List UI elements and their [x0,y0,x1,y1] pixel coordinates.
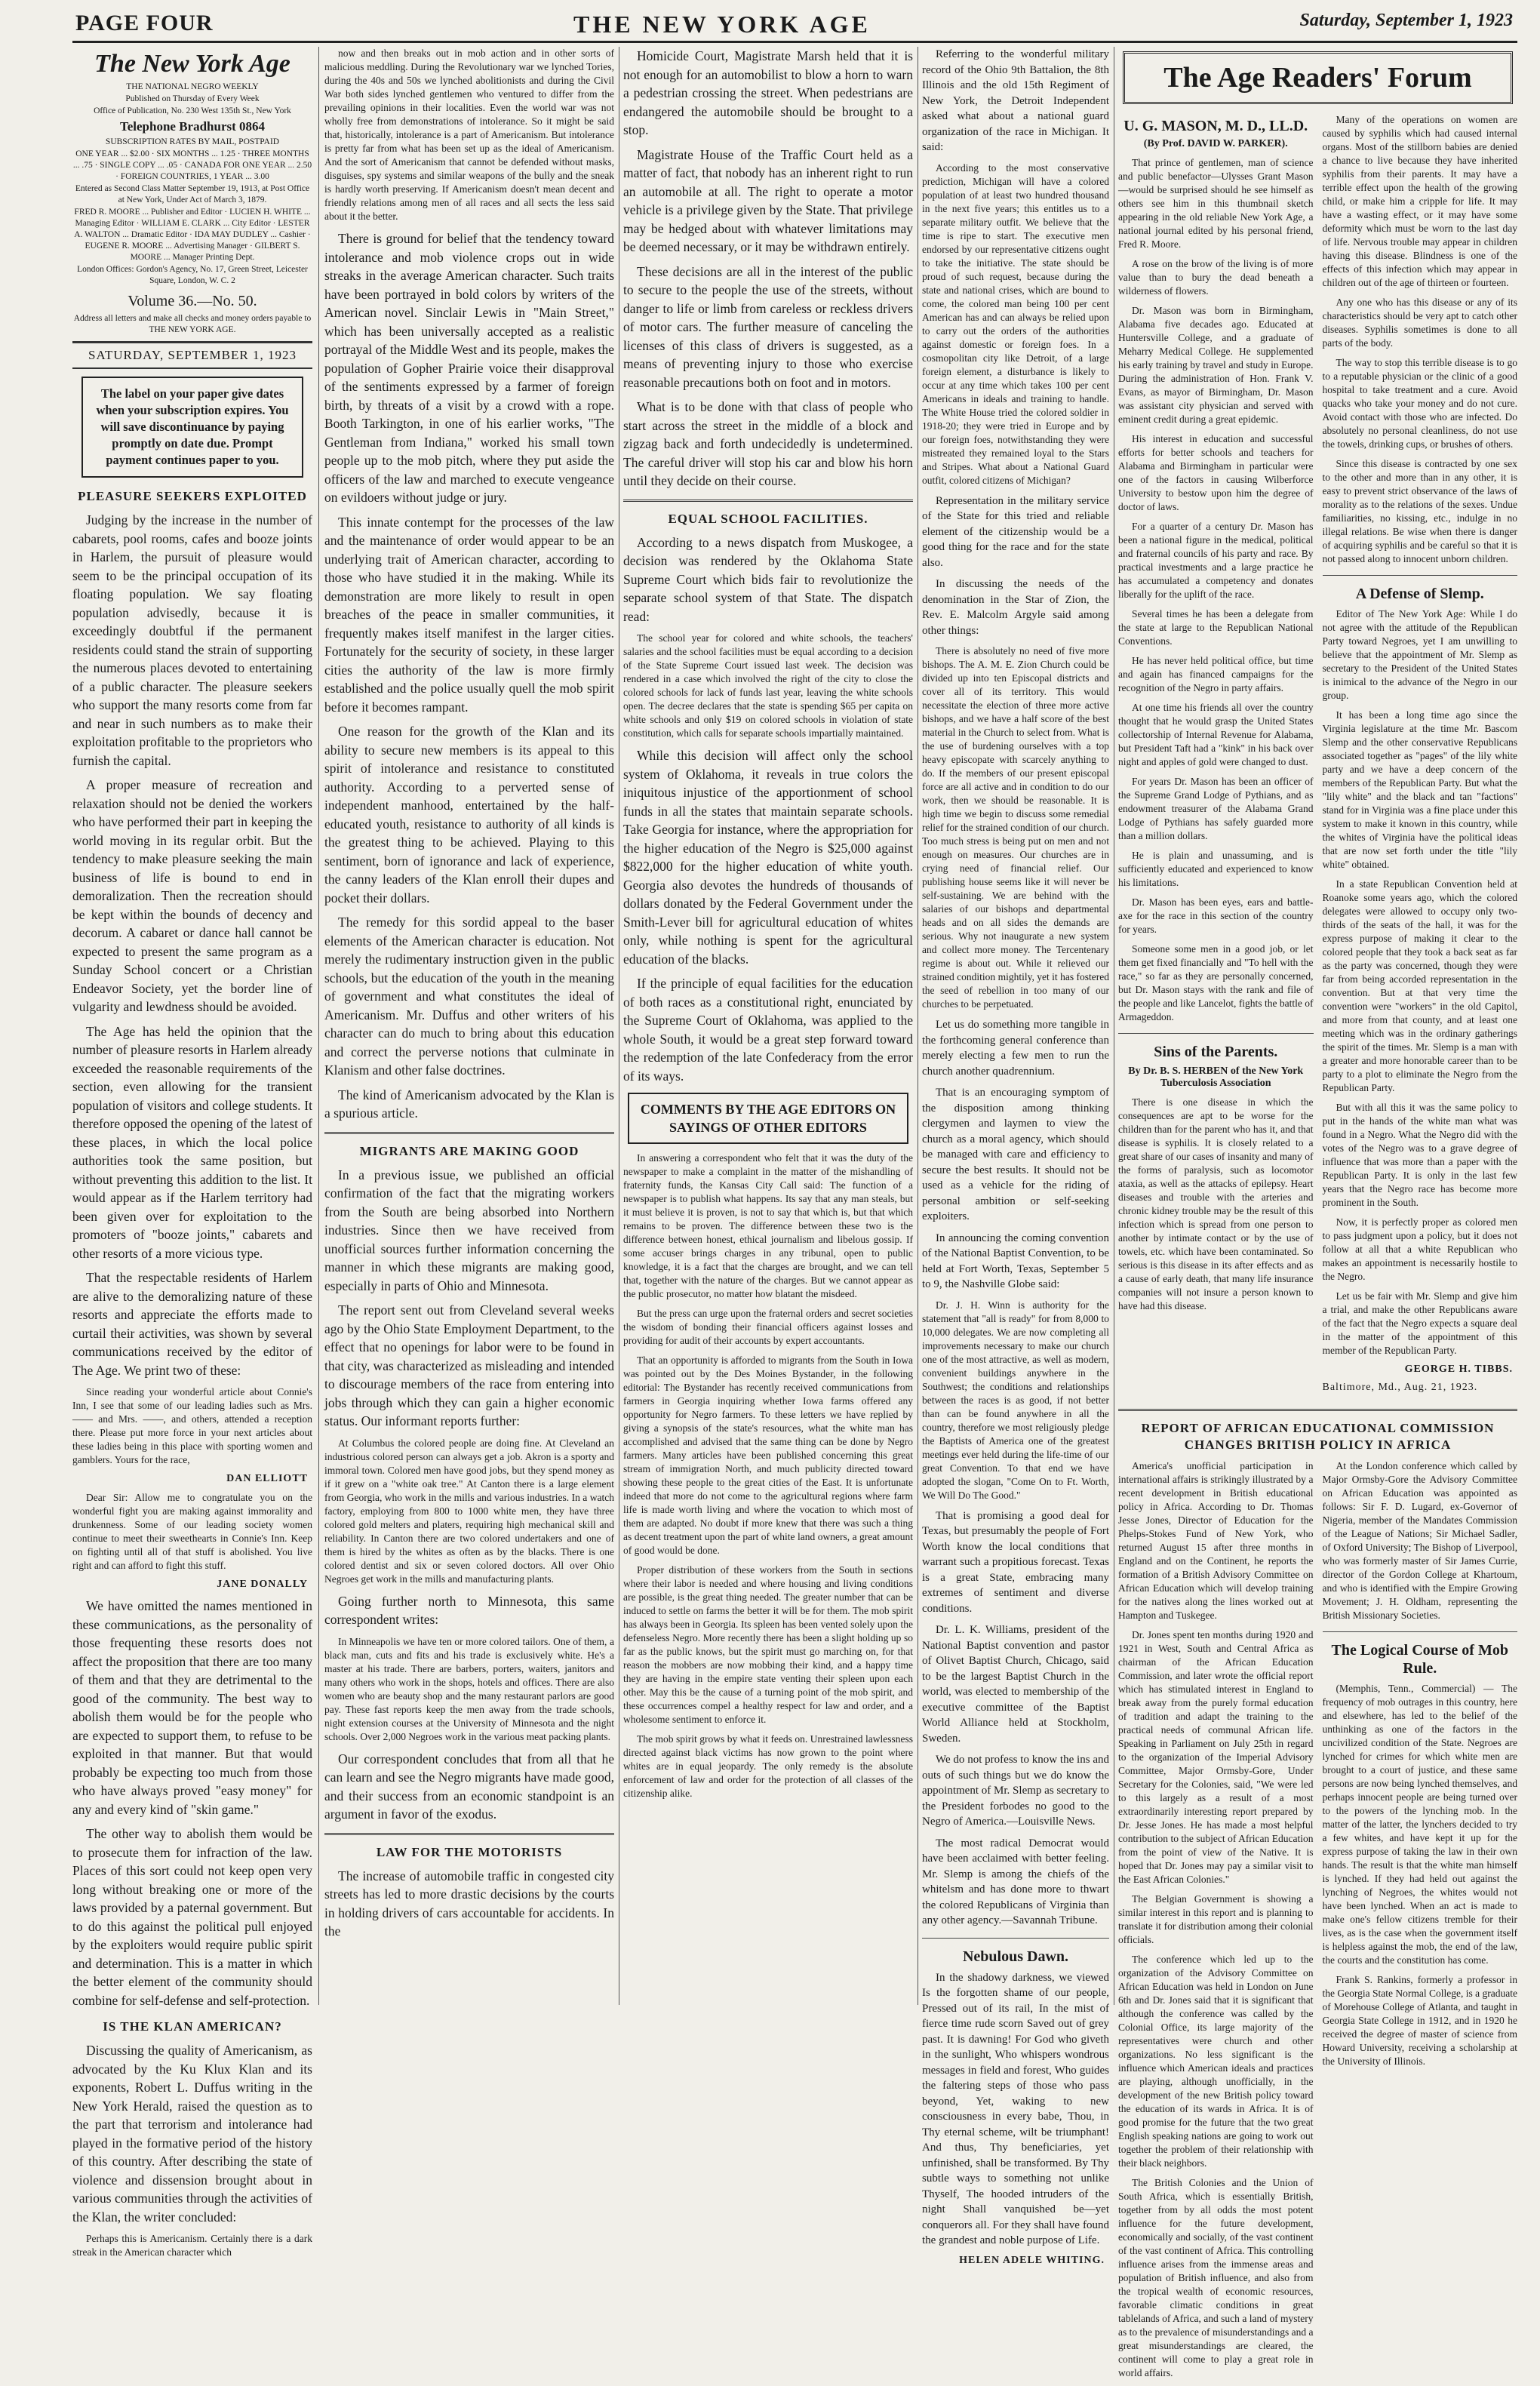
quoted-text: But the press can urge upon the fraternal orders and secret societies the wisdom of bonding their financial officers against losses and providing for audit of their accounts by expert accountants. [623,1308,913,1346]
subscription-header: SUBSCRIPTION RATES BY MAIL, POSTPAID [105,137,280,146]
letter-text: Now, it is perfectly proper as colored men to pass judgment upon a policy, but it does not follow at all that a white Republican who makes an appointment is necessarily hostile to the Negro. [1322,1216,1517,1282]
letter-text: Let us be fair with Mr. Slemp and give him a trial, and make the other Republicans aware of the fact that the Negro expects a square deal in the matter of the appointment of this member of the Republican Party. [1322,1290,1517,1356]
headline-defense-of-slemp: A Defense of Slemp. [1355,586,1484,602]
letter-text: Editor of The New York Age: While I do not agree with the attitude of the Republican Party toward Negroes, yet I am unwilling to believe that the appointment of Mr. Slemp as secretary to the President of the United States is inimical to the advance of the Negro in our group. [1322,608,1517,701]
article-paragraph: The way to stop this terrible disease is to go to a reputable physician or the clinic of a good hospital to take treatment and a cure. Avoid quacks who take your money and do not cure. Avoid contact with those who are infected. Do absolutely no personal cleanliness, do not use the towels, drinking cups, or brushes of others. [1322,357,1517,450]
headline-logical-course: The Logical Course of Mob Rule. [1331,1642,1508,1677]
article-paragraph: Referring to the wonderful military record of the Ohio 9th Battalion, the 8th Illinois and the old 15th Regiment of New York, the Detroit Independent asked what about a national guard organization of the race in Michigan. It said: [922,48,1109,153]
article-paragraph: The most radical Democrat would have been acclaimed with better feeling. Mr. Slemp is among the chiefs of the whitelsm and has done more to thwart the colored Republicans of Virginia than any other agency.—Savannah Tribune. [922,1837,1109,1926]
headline-pleasure-seekers: PLEASURE SEEKERS EXPLOITED [78,489,307,503]
article-paragraph: The report sent out from Cleveland several weeks ago by the Ohio State Employment Department, to the effect that no openings for labor were to be found in that city, was characterized as misleading and intended to discourage members of the race from entering into jobs through which they can gain a higher economic status. Our informant reports further: [324,1302,614,1428]
article-paragraph: Dr. Mason has been eyes, ears and battle-axe for the race in this section of the country for years. [1118,896,1314,935]
letter-signature: GEORGE H. TIBBS. [1404,1364,1513,1375]
article-paragraph: Since this disease is contracted by one sex to the other and more than in any other, it is easy to prevent strict observance of the laws of morality as to the relations of the sexes. Undue familiarities, no kissing, etc., indulge in no illegal relations. Be wise when there is danger of acquiring syphilis and be careful so that it is not passed along to innocent unborn children. [1322,458,1517,564]
section-divider [324,1833,614,1835]
quoted-text: At Columbus the colored people are doing fine. At Cleveland an industrious colored person can always get a job. Akron is a sporty and immoral town. Colored men have good jobs, but they spend money as if it grew on a "white oak tree." At Canton there is a large element from Georgia, who work in the mills and various industries. In a watch factory, employing from 800 to 1000 white men, they have three colored gold melters and platers, requiring high mechanical skill and reliability. In Canton there are two colored undertakers and one of them is hired by the whites as often as by the blacks. There is one colored dentist and six or seven colored doctors. All over Ohio Negroes get work in the mills and manufacturing plants. [324,1437,614,1585]
article-paragraph: Let us do something more tangible in the forthcoming general conference than merely electing a few men to run the church another quadrennium. [922,1019,1109,1078]
quoted-text: now and then breaks out in mob action and in other sorts of malicious meddling. During the Revolutionary war we lynched Tories, during the 40s and 50s we lynched abolitionists and during the Civil War both sides lynched gentlemen who ventured to differ from the prevailing opinions in their localities. Even the world war was not wholly free from demonstrations of intolerance. So it might be said that, historically, intolerance is a part of Americanism. But intolerance is pretty far from what has been set up as the ideal of Americanism. And the sort of Americanism that cannot be defended without masks, disguises, spy systems and similar weapons of the bully and the sneak is hardly worth preserving. If Americanism doesn't mean decent and friendly relations among men of all races and all sects the less said about it the better. [324,48,614,222]
article-paragraph: Frank S. Rankins, formerly a professor in the Georgia State Normal College, is a graduate of Morehouse College of Atlanta, and taught in Georgia State College in 1912, and in 1920 he received the degree of master of science from Howard University, receiving a scholarship at the University of Illinois. [1322,1974,1517,2067]
readers-forum-title: The Age Readers' Forum [1123,51,1513,104]
report-left [1118,1459,1314,2386]
remittance-notice: Address all letters and make all checks and money orders payable to THE NEW YORK AGE. [73,314,312,334]
masthead [72,50,312,343]
comments-box-headline: COMMENTS BY THE AGE EDITORS ON SAYINGS OF OTHER EDITORS [628,1093,908,1144]
quoted-text: The school year for colored and white schools, the teachers' salaries and the school facilities must be equal according to a decision of the State Supreme Court issued last week. The decision was rendered in a case which involved the right of the city to close the colored schools for lack of funds last year, leaving the white schools open. The decree declares that the state is spending $65 per capita on white schools and only $19 on colored schools in violation of state constitution, which calls for separate schools impartially maintained. [623,632,913,739]
article-paragraph: If the principle of equal facilities for the education of both races as a constitutional right, enunciated by the Supreme Court of Oklahoma, was applied to the whole South, it would be a great step forward toward the redemption of the late Confederacy from the error of its ways. [623,976,913,1084]
sins-byline: By Dr. B. S. HERBEN of the New York Tuberculosis Association [1128,1065,1304,1089]
poem-signature: HELEN ADELE WHITING. [959,2254,1105,2266]
headline-migrants: MIGRANTS ARE MAKING GOOD [359,1143,579,1158]
article-paragraph: The Age has held the opinion that the number of pleasure resorts in Harlem already exceeded the reasonable requirements of the section, even allowing for the transient population of visitors and college students. It therefore opposed the opening of the latest of these places, in which the local police authorities took the same position, but without preventing this addition to the list. It would appear as if the Harlem territory had been given over for exploitation to the promoters of "booze joints," cabarets and other resorts of a more vicious type. [72,1023,312,1261]
article-paragraph: A rose on the brow of the living is of more value than to bury the dead beneath a wilderness of flowers. [1118,258,1314,297]
article-paragraph: In discussing the needs of the denomination in the Star of Zion, the Rev. E. Malcolm Argyle said among other things: [922,578,1109,637]
article-paragraph: Homicide Court, Magistrate Marsh held that it is not enough for an automobilist to blow a horn to warn a pedestrian crossing the street. When pedestrians are endangered the automobile should be brought to a stop. [623,48,913,137]
letter-text: Since reading your wonderful article about Connie's Inn, I see that some of our leading ladies such as Mrs. —— and Mrs. ——, and others, attended a reception there. Please put more force in your next articles about these ladies being in this place with sporting women and gamblers. Yours for the race, [72,1386,312,1465]
quoted-text: According to the most conservative prediction, Michigan will have a colored population of at least two hundred thousand in the next five years; this entitles us to a separate military outfit. We believe that the time is ripe to start. The executive men endorsed by our representative citizens ought to take the initiative. The state should be proud of such request, because during the state and national crises, which are bound to come, the colored man being 100 per cent American has and can always be relied upon to carry out the orders of the authorities against domestic or foreign foes. In a cosmopolitan city like Detroit, of a large foreign element, a disturbance is likely to occur at any time which takes 100 per cent Americans in ideals and training to handle. The White House tried the colored soldier in 1918-20; they were tried in Europe and by our foreign foes, notwithstanding they were mistreated they remained loyal to the Stars and Stripes. What about a National Guard outfit, colored citizens of Michigan? [922,161,1109,486]
letter-text: But with all this it was the same policy to put in the hands of the white man what was found in a Negro. What the Negro did with the votes of the Negro was to a grave degree of influence that was more than a paper with the Republican Party. It is only in the last few years that the Negro race has become more prominent in the South. [1322,1102,1517,1208]
article-paragraph: One reason for the growth of the Klan and its ability to secure new members is its appeal to this spirit of intolerance and resistance to constituted authority. According to a perverted sense of independent manhood, entertained by the half-educated youth, resistance to authority of all kinds is the greatest thing to be achieved. Playing to this sentiment, born of ignorance and lack of experience, the canny leaders of the Klan enroll their dupes and pocket their dollars. [324,724,614,906]
article-paragraph: He has never held political office, but time and again has financed campaigns for the recognition of the Negro in party affairs. [1118,655,1314,693]
column-4 [922,47,1109,2266]
quoted-text: Perhaps this is Americanism. Certainly there is a dark streak in the American character which [72,2233,312,2258]
article-paragraph: Judging by the increase in the number of cabarets, pool rooms, cafes and booze joints in Harlem, the pursuit of pleasure would seem to be the principal occupation of its floating population. We say floating population advisedly, because it is exceedingly doubtful if the permanent residents could stand the strain of supporting the numerous places devoted to entertaining of a public character. The pleasure seekers who support the many resorts come from far and near in such numbers as to make their exploitation profitable to the proprietors who furnish the capital. [72,512,312,768]
article-paragraph: In a previous issue, we published an official confirmation of the fact that the migrating workers from the South are being absorbed into Northern industries. Since then we have received from unofficial sources further information concerning the manner in which these migrants are making good, especially in parts of Ohio and Minnesota. [324,1167,614,1293]
quoted-text: The mob spirit grows by what it feeds on. Unrestrained lawlessness directed against black victims has now grown to the point where whites are in equal jeopardy. The only remedy is the absolute enforcement of law and order for the protection of all classes of the citizenship alike. [623,1733,913,1799]
article-paragraph: This innate contempt for the processes of the law and the maintenance of order would appear to be an underlying trait of American character, according to those who have studied it in the making. While its demonstration are more likely to result in open breaches of the peace in smaller communities, it frequently makes itself manifest in the larger cities. Fortunately for the security of society, in these larger cities the authority of the law is more firmly established and the police usually quell the mob spirit before it becomes rampant. [324,514,614,715]
quoted-text: In Minneapolis we have ten or more colored tailors. One of them, a black man, cuts and fits and his trade is exclusively white. He's a master at his trade. There are barbers, porters, waiters, janitors and many others who work in the shops, hotels and offices. There are also women who are beauty shop and the many restaurant parlors are good pay. These fast reports keep the men away from the trade schools, night extension courses at the University of Minnesota and the night schools. Over 2,000 Negroes work in the various meat packing plants. [324,1635,614,1742]
quoted-text: In answering a correspondent who felt that it was the duty of the newspaper to make a complaint in the matter of the mishandling of fraternity funds, the Kansas City Call said: The function of a newspaper is to publish what happens. Its say that any man steals, but it must believe it is proven, is not to say that which is, but that which remains to be proven. The difference between these two is the difference between honest, ethical journalism and libelous gossip. If some accuser brings charges in any tribunal, open to public knowledge, it is a fact that the charges are brought, and we can tell that, together with the nature of the charges. But we cannot appear as the public prosecutor, no matter how blatant the misdeed. [623,1152,913,1299]
article-paragraph: Our correspondent concludes that from all that he can learn and see the Negro migrants have made good, and their success from an economic standpoint is an argument in favor of the exodus. [324,1751,614,1822]
article-paragraph: The kind of Americanism advocated by the Klan is a spurious article. [324,1087,614,1121]
article-paragraph: Dr. L. K. Williams, president of the National Baptist convention and pastor of Olivet Baptist Church, Chicago, said to be the largest Baptist Church in the world, was elected to membership of the executive committee of the Baptist World Alliance held at Stockholm, Sweden. [922,1624,1109,1745]
article-paragraph: Dr. Jones spent ten months during 1920 and 1921 in West, South and Central Africa as chairman of the African Education Commission, and later wrote the official report which has stimulated interest in England to break away from the purely formal education of tradition and adapt the training to the practical needs of communal African life. Speaking in Parliament on July 25th in regard to the organization of the Imperial Advisory Committee, Major Ormsby-Gore, Under Secretary for the Colonies, said, "We were led to this largely as a result of a most extraordinarily interesting report prepared by Dr. Jesse Jones. He has made a most helpful contribution to the subject of African Education from the point of view of the Native. It is hoped that Dr. Jones may pay a similar visit to the East African Colonies." [1118,1629,1314,1885]
section-divider [324,1132,614,1134]
entry-notice: Entered as Second Class Matter September 19, 1913, at Post Office at New York, Under Act of March 3, 1879. [75,184,310,204]
masthead-title: The New York Age [94,50,290,78]
article-paragraph: Going further north to Minnesota, this same correspondent writes: [324,1593,614,1627]
article-paragraph: Many of the operations on women are caused by syphilis which had caused internal organs. Most of the stillborn babies are denied a chance to live because they have inherited syphilis from their parents. It may have a terrible effect upon the health of the growing child, or make him a cripple for life. It may have a wasting effect, or it may have some deformity which must be worn to the last day of life. Nervous trouble may appear in children having this disease. Blindness is one of the effects of this infection which may appear in children out of the age of thirteen or fourteen. [1322,114,1517,288]
report-right [1323,1459,1518,2386]
column-5 [1118,47,1517,2378]
quoted-text: Dr. J. H. Winn is authority for the statement that "all is ready" for from 8,000 to 10,000 delegates. We are now completing all improvements necessary to make our church one of the most attractive, as well as modern, convenient buildings anywhere in the Southwest; the conditions and relationships between the races is as good, if not better than can be found anywhere in all the country, therefore we most religiously pledge the Baptists of America one of the greatest meetings ever held during the life-time of our great Convention. To that end we have adopted the slogan, "Come On to Ft. Worth, We Will Do The Good." [922,1299,1109,1501]
poem-text: In the shadowy darkness, we viewed Is the forgotten shame of our people, Pressed out of its rail, In the mist of fierce time rude scorn Saved out of grey past. It is dawning! For God who giveth in the sunlight, Who whispers wondrous messages in field and forest, Who guides the faltering steps of those who pass beyond, Yet, waking to new consciousness in every babe, Thou, in Thy eternal scheme, wilt be triumphant! And thus, Thy beneficiaries, yet unfinished, shall be transformed. By Thy subtle ways to something not unlike Thyself, The hooded intruders of the night Shall vanquished be—yet conquerors all. For they shall have found the grandest and noble purpose of Life. [922,1971,1109,2246]
article-paragraph: His interest in education and successful efforts for better schools and teachers for Alabama and Birmingham in particular were one of the factors in causing Wilberforce University to bestow upon him the degree of doctor of laws. [1118,433,1314,512]
section-divider [922,1938,1109,1939]
section-divider [1323,1631,1518,1632]
column-3 [623,47,913,2005]
article-paragraph: For a quarter of a century Dr. Mason has been a national figure in the medical, political and fraternal councils of his party and race. By practical investments and a large practice he has accumulated a competency and donates liberally for the uplift of the race. [1118,521,1314,600]
report-two-columns [1118,1459,1517,2386]
letter-text: It has been a long time ago since the Virginia legislature at the time Mr. Bascom Slemp and the other conservative Republicans associated together as "pages" of the lily white party and we have a deep concern of the members of the Republican Party. But what the "lily white" and the black and tan "factions" stand for in Virginia was a fine place under this system to make it known in this country, while the whites of Virginia have the political ideas that are now set forth under the title "lily white" obtained. [1322,709,1517,870]
article-paragraph: In announcing the coming convention of the National Baptist Convention, to be held at Fort Worth, Texas, September 5 to 9, the Nashville Globe said: [922,1231,1109,1290]
forum-two-columns [1118,113,1517,1400]
header-rule [72,41,1517,43]
article-paragraph: The British Colonies and the Union of South Africa, which is essentially British, together from by all odds the most potent influence for the future development, economically and socially, of the vast continent of the vast continent of Africa. This controlling influence arises from the immense areas and population of British influence, and also from the tropical wealth of economic resources, favorable climatic conditions in great tablelands of Africa, and such a land of mystery as to the prevalence of misunderstandings and a great misunderstandings are cleared, the continent will come to play a great role in world affairs. [1118,2177,1314,2378]
masthead-subtitle: THE NATIONAL NEGRO WEEKLY [126,82,259,91]
article-paragraph: The Belgian Government is showing a similar interest in this report and is planning to translate it for distribution among their colonial officials. [1118,1893,1314,1945]
letter-place-date: Baltimore, Md., Aug. 21, 1923. [1322,1382,1478,1393]
column-1 [72,47,312,2258]
masthead-office: Office of Publication, No. 230 West 135th St., New York [94,106,291,115]
headline-equal-schools: EQUAL SCHOOL FACILITIES. [668,511,868,526]
headline-klan-american: IS THE KLAN AMERICAN? [103,2019,282,2034]
article-paragraph: At one time his friends all over the country thought that he would grasp the United States collectorship of Internal Revenue for Alabama, but President Taft had a "kink" in his back over night and apples of gold were changed to dust. [1118,702,1314,767]
volume-number: Volume 36.—No. 50. [128,293,257,309]
article-paragraph: He is plain and unassuming, and is sufficiently educated and experienced to know his limitations. [1118,850,1314,888]
subscription-notice: The label on your paper give dates when your subscription expires. You will save discontinuance by paying promptly on date due. Prompt payment continues paper to you. [81,377,303,478]
article-paragraph: That is promising a good deal for Texas, but presumably the people of Fort Worth know the local conditions that warrant such a propitious forecast. Texas is a great State, embracing many extremes of sentiment and diverse conditions. [922,1509,1109,1615]
masthead-phone: Telephone Bradhurst 0864 [119,119,266,134]
article-paragraph: For years Dr. Mason has been an officer of the Supreme Grand Lodge of Pythians, and as endowment treasurer of the Alabama Grand Lodge of Pythians has safely guarded more than a million dollars. [1118,776,1314,841]
article-paragraph: While this decision will affect only the school system of Oklahoma, it reveals in true colors the iniquitous injustice of the apportionment of school funds in all the states that maintain separate schools. Take Georgia for instance, where the appropriation for the higher education of the Negro is $25,000 against $822,000 for the higher education of white youth. Georgia also devotes the hundreds of thousands of dollars donated by the Federal Government under the Smith-Lever bill for agricultural education of whites only, while nothing is spent for the agricultural education of the blacks. [623,748,913,967]
subscription-rates: ONE YEAR ... $2.00 · SIX MONTHS ... 1.25 · THREE MONTHS ... .75 · SINGLE COPY ... .05 · CANADA FOR ONE YEAR ... 2.50 · FOREIGN COUNTRIES, 1 YEAR ... 3.00 [72,149,312,181]
article-paragraph: Dr. Mason was born in Birmingham, Alabama five decades ago. Educated at Huntersville College, and a graduate of Meharry Medical College. He supplemented his early training by travel and study in Europe. During the administration of Hon. Frank V. Evans, as mayor of Birmingham, Dr. Mason was assistant city physician and served with eminent credit during a great epidemic. [1118,305,1314,425]
article-paragraph: Several times he has been a delegate from the state at large to the Republican National Conventions. [1118,608,1314,647]
dateline: SATURDAY, SEPTEMBER 1, 1923 [72,343,312,369]
letter-text: In a state Republican Convention held at Roanoke some years ago, which the colored delegates were allowed to occupy only two-thirds of the seats of the hall, it was for the express purpose of making it clear to the colored people that they took a back seat as far as the party was concerned, though they were far from being accorded representation in the convention. But at that very time the convention were "workers" in the old Capitol, and more from that county, and at least one meeting which was in the ordinary gatherings the spirit of the times. Mr. Slemp is a man with a greater and more honorable career than to be party to a plot to eliminate the Negro from the Republican Party. [1322,878,1517,1093]
article-paragraph: Discussing the quality of Americanism, as advocated by the Ku Klux Klan and its exponents, Robert L. Duffus writing in the New York Herald, raised the question as to the part that terrorism and intolerance had played in the formative period of the history of this country. After describing the state of violence and dissension brought about in various communities through the activities of the Klan, the writer concluded: [72,2043,312,2225]
staff-list: FRED R. MOORE ... Publisher and Editor · LUCIEN H. WHITE ... Managing Editor · WILLIAM E. CLARK ... City Editor · LESTER A. WALTON ... Dramatic Editor · IDA MAY DUDLEY ... Cashier · EUGENE R. MOORE ... Advertising Manager · GILBERT S. MOORE ... Manager Printing Dept. [74,208,311,262]
article-paragraph: (Memphis, Tenn., Commercial) — The frequency of mob outrages in this country, here and elsewhere, has led to the belief of the unthinking as one of the factors in the uncivilized condition of the State. Negroes are lynched for crimes for which white men are brought to a court of justice, and these same persons are now being lynched themselves, and perhaps innocent people are being turned over to the powers of the lynching mob. In the matter of the latter, the lynchers decided to try a few whites, and have kept it up for the express purpose of taking the law in their own hands. The result is that the white man himself is lynched. If they had held out against the lynching of Negroes, the whites would not have been lynched. When an act is made to make one's fellow citizens tremble for their lives, as is the case when the government itself is helpless against the mob, the end of the law, the courts and the constitution has come. [1322,1683,1517,1966]
article-paragraph: What is to be done with that class of people who start across the street in the middle of a block and zigzag back and forth undecidedly is undetermined. The careful driver will stop his car and blow his horn until they decide on their course. [623,399,913,488]
forum-right [1323,113,1518,1400]
article-paragraph: That is an encouraging symptom of the disposition among thinking clergymen and laymen to view the church as a moral agency, which should be managed with care and efficiency to secure the best results. It should not be used as a vehicle for the riding of personal ambition or self-seeking exploiters. [922,1087,1109,1222]
paper-name: THE NEW YORK AGE [573,11,871,38]
article-paragraph: America's unofficial participation in international affairs is strikingly illustrated by a recent development in British educational policy in Africa. According to Dr. Thomas Jesse Jones, Director of Education for the Phelps-Stokes Fund of New York, who returned August 15 after three months in England and on the Continent, he reports the formation of a British Advisory Committee on African Education which will develop training for the natives along the lines worked out at Hampton and Tuskegee. [1118,1460,1314,1621]
masthead-published: Published on Thursday of Every Week [125,94,260,103]
article-paragraph: That prince of gentlemen, man of science and public benefactor—Ulysses Grant Mason—would be surprised should he see himself as others see him in this thumbnail sketch appearing in the old reliable New York Age, a national journal edited by his personal friend, Fred R. Moore. [1118,157,1314,250]
headline-african-commission: REPORT OF AFRICAN EDUCATIONAL COMMISSION CHANGES BRITISH POLICY IN AFRICA [1141,1421,1495,1452]
article-paragraph: There is one disease in which the consequences are apt to be worse for the children than for the parent who has it, and that disease is syphilis. It is closely related to a great share of our cases of insanity and many of the forms of paralysis, such as locomotor ataxia, as well as the attacks of epilepsy. Heart diseases and trouble with the arteries and chronic kidney trouble may be the result of this infection which is spread from one person to another by intimate contact or by the use of towels, etc. which have been contaminated. So serious is this disease in its after effects and as a cause of early death, that many life insurance companies will not insure a person known to have had this disease. [1118,1096,1314,1311]
article-paragraph: There is ground for belief that the tendency toward intolerance and mob violence crops out in wide streaks in the average American character. Such traits have been portrayed in bold colors by writers of the American novel. Sinclair Lewis in "Main Street," which has been universally accepted as a realistic portrayal of the Middle West and its people, makes the population of Gopher Prairie voice their disapproval of the sentiments expressed by a farmer of foreign birth, by threats of a visit by a crowd with a rope. Booth Tarkington, in one of his earlier works, "The Gentleman from Indiana," worked his small town people up to the mob pitch, where they put aside the officers of the law and marched to execute vengeance on evildoers without judge or jury. [324,231,614,505]
letter-text: Dear Sir: Allow me to congratulate you on the wonderful fight you are making against immorality and drunkenness. Some of our leading society women continue to meet their sweethearts in Connie's Inn. Keep on fighting until all of that stuff is abolished. You live right and can afford to fight this stuff. [72,1492,312,1571]
issue-date: Saturday, September 1, 1923 [1299,11,1513,30]
forum-byline: (By Prof. DAVID W. PARKER). [1143,138,1288,149]
section-divider [1118,1409,1517,1411]
column-2 [324,47,614,2005]
section-divider [1118,1033,1314,1034]
article-paragraph: The increase of automobile traffic in congested city streets has led to more drastic decisions by the courts in holding drivers of cars accountable for accidents. In the [324,1868,614,1939]
article-paragraph: The conference which led up to the organization of the Advisory Committee on African Education was held in London on June 6th and Dr. Jones said that it is significant that although the conference was called by the Colonial Office, its large majority of the representatives were church and other organizations. No less significant is the influence which American ideals and practices are playing, although unofficially, in the development of the new British policy toward the education of its wards in Africa. It is of good promise for the future that the two great English speaking nations are going to work out together the problem of their relationship with their black neighbors. [1118,1954,1314,2169]
page-number: PAGE FOUR [75,11,214,35]
article-paragraph: We do not profess to know the ins and outs of such things but we do know the appointment of Mr. Slemp as secretary to the President forbodes no good to the Negro of America.—Louisville News. [922,1754,1109,1828]
letter-signature: DAN ELLIOTT [226,1473,308,1484]
london-offices: London Offices: Gordon's Agency, No. 17, Green Street, Leicester Square, London, W. C. 2 [77,265,308,285]
column-rule [318,47,319,2005]
article-paragraph: The other way to abolish them would be to prosecute them for infraction of the law. Places of this sort could not keep open very long without breaking one or more of the laws provided by a paternal government. But to do this against the political pull enjoyed by the exploiters would require public spirit and determination. This is a matter in which the better element of the community should combine for self-defense and self-protection. [72,1826,312,2008]
forum-left [1118,113,1314,1400]
headline-nebulous-dawn: Nebulous Dawn. [962,1948,1069,1965]
article-paragraph: These decisions are all in the interest of the public to secure to the people the use of the streets, without danger to life or limb from careless or reckless drivers of motor cars. The further measure of canceling the licenses of this class of drivers is suggested, as a means of preventing injury to those who exercise reasonable precautions both on foot and in motors. [623,263,913,390]
headline-motorists: LAW FOR THE MOTORISTS [376,1844,563,1859]
article-paragraph: A proper measure of recreation and relaxation should not be denied the workers who have performed their part in keeping the world moving in its regular orbit. But the tendency to make pleasure seeking the main business of life is bound to end in demoralization. Then the recreation should be kept within the bounds of decency and decorum. A cabaret or dance hall cannot be expected to present the same program as a Sunday School concert or a Christian Endeavor Society, yet the border line of vulgarity and lewdness should be avoided. [72,777,312,1014]
letter-signature: JANE DONALLY [217,1579,308,1590]
article-paragraph: According to a news dispatch from Muskogee, a decision was rendered by the Oklahoma State Supreme Court which bids fair to revolutionize the separate school system of that State. The dispatch read: [623,534,913,624]
section-divider [623,500,913,502]
quoted-text: There is absolutely no need of five more bishops. The A. M. E. Zion Church could be divided up into ten Episcopal districts and cover all of its territory. This would necessitate the election of three more active bishops, and we have a half score of the best material in the Church to select from. What is the use of burdening ourselves with a top heavy episcopate with scarcely anything to do. If the members of our present episcopal force are all active and in condition to do our work, then we should be reasonable. It is high time we begin to discuss some remedial relief for the strained condition of our church. Too much stress is being put on men and not enough on measures. Our churches are in crying need of financial relief. Our publishing house seems like it will never be self-sustaining. We are behind with the salaries of our bishops and departmental heads and on all sides the demands are serious. Why not inaugurate a new system and collect more money. The Tercentenary regime is about out. While it relieved our strained condition mightily, yet it has fostered the seed of rebellion in too many of our churches to be perpetuated. [922,645,1109,1010]
article-paragraph: That the respectable residents of Harlem are alive to the demoralizing nature of these resorts and appreciate the efforts made to curtail their activities, was shown by several communications received by the editor of The Age. We print two of these: [72,1270,312,1378]
article-paragraph: The remedy for this sordid appeal to the baser elements of the American character is education. Not merely the rudimentary instruction given in the public schools, but the education of the youth in the meaning of government and what constitutes the ideal of Americanism. Mr. Duffus and other writers of his character can do much to bring about this education and correct the perverse notions that culminate in Klanism and other false doctrines. [324,915,614,1078]
article-paragraph: Magistrate House of the Traffic Court held as a matter of fact, that nobody has an inherent right to run an automobile at all. The right to operate a motor vehicle is a privilege given by the State. That privilege may be hedged about with whatever limitations may be deemed necessary, or it may be withdrawn entirely. [623,146,913,254]
quoted-text: Proper distribution of these workers from the South in sections where their labor is needed and where housing and living conditions are possible, is the great thing needed. The greater number that can be induced to settle on farms the better it will be for them. The mob spirit has always been in Georgia. Its spleen has been vented solely upon the defenseless Negro. More recently there has been a slight holding up so far as the public knows, but the spirit must go marching on, for that reason the mobbers are now mobbing their kind, and a happy time they are having in the empire state venting their spleen upon each other. May this be the cause of a turning point of the mob spirit, and these occurrences compel a healthy respect for law and order, and a wholesome sentiment to enforce it. [623,1564,913,1725]
article-paragraph: Representation in the military service of the State for this tried and reliable element of the citizenship would be a good thing for the race and for the state also. [922,494,1109,569]
forum-article-title: U. G. MASON, M. D., LL.D. [1123,118,1308,134]
article-paragraph: Someone some men in a good job, or let them get fixed financially and "To hell with the race," so far as they are personally concerned, but Dr. Mason stays with the rank and file of the people and like Lancelot, fights the battle of Armageddon. [1118,943,1314,1022]
article-paragraph: Any one who has this disease or any of its characteristics should be very apt to catch other diseases. Syphilis sometimes is done to all parts of the body. [1322,297,1517,349]
quoted-text: That an opportunity is afforded to migrants from the South in Iowa was pointed out by the Des Moines Bystander, in the following editorial: The Bystander has recently received communications from farmers in Georgia inquiring whether Iowa farms offered any opportunity for Negro farmers. To these letters we have replied by giving a synopsis of the state's resources, what the white man has accomplished and advised that the same thing can be done by Negro farmers. Many articles have been published concerning this great stream of immigration North, and much publicity directed toward showing these people to the great cities of the East. It is unfortunate indeed that more do not come to the agricultural regions where farm life is made worth living and where the vocation to which most of them are adapted. No doubt if more knew that there was such a thing as decent treatment upon the part of white land owners, a great amount of good would be done. [623,1354,913,1556]
headline-sins-of-parents: Sins of the Parents. [1154,1044,1278,1060]
article-paragraph: We have omitted the names mentioned in these communications, as the personality of those frequenting these resorts does not affect the proposition that there are too many of them and that they are detrimental to the good of the community. The best way to abolish them would be for the people who are expected to support them, to refuse to be exploited in that manner. But that would probably be expecting too much from those who have always proved "easy money" for any and every kind of "skin game." [72,1598,312,1817]
article-paragraph: At the London conference which called by Major Ormsby-Gore the Advisory Committee on African Education was appointed as follows: Sir F. D. Lugard, ex-Governor of Nigeria, member of the Mandates Commission of the League of Nations; Sir Michael Sadler, of Oxford University; The Bishop of Liverpool, who was formerly master of Sir James Currie, director of the Gordon College at Khartoum, and who is identified with the Empire Growing Movement; J. H. Oldham, representing the British Missionary Societies. [1322,1460,1517,1621]
section-divider [1323,575,1518,576]
